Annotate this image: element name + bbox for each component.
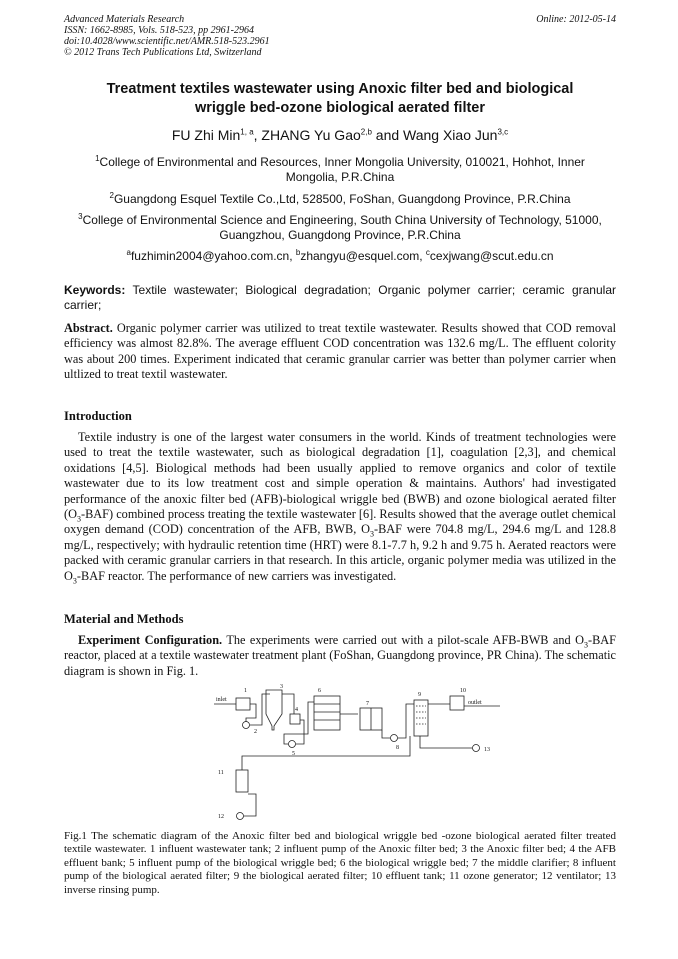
affiliation-3-line-2: Guangzhou, Guangdong Province, P.R.China [219, 228, 461, 242]
label-12: 12 [218, 814, 224, 820]
pipe-7-8 [382, 730, 390, 738]
email-b: zhangyu@esquel.com, [300, 249, 426, 263]
author-2-sup: 2,b [360, 127, 372, 137]
methods-sub: 3 [583, 640, 588, 650]
label-13: 13 [484, 747, 490, 753]
pipe-1-2 [246, 704, 256, 722]
methods-heading: Material and Methods [64, 612, 184, 626]
affiliation-3 [64, 213, 616, 243]
intro-sub-3: 3 [72, 576, 77, 586]
label-6: 6 [318, 688, 321, 694]
intro-text-3: -BAF were 704.8 mg/L, 294.6 mg/L and 128.8 mg/L, respectively; with hydraulic retention time (HRT) were 8.1-7.7 h, 9.2 h and 9.75 h. Aerated reactors were packed with ceramic granular carriers in that research. In this article, organic polymer media was utilized in the O [64, 522, 616, 583]
intro-text-2: -BAF) combined process treating the textile wastewater [6]. Results showed that the average outlet chemical oxygen demand (COD) concentration of the AFB, BWB, O [64, 507, 616, 537]
pump-8 [391, 735, 398, 742]
label-2: 2 [254, 729, 257, 735]
pipe-3-4 [282, 694, 294, 714]
author-1: FU Zhi Min [171, 127, 241, 143]
author-2: ZHANG Yu Gao [261, 127, 361, 143]
author-sep-2: and [371, 127, 404, 143]
affiliation-1-line-2: Mongolia, P.R.China [285, 170, 395, 184]
title-line-1: Treatment textiles wastewater using Anoxic filter bed and biological [106, 81, 574, 97]
email-line [64, 249, 616, 264]
title-line-2: wriggle bed-ozone biological aerated filter [194, 100, 486, 116]
pump-5 [289, 741, 296, 748]
schematic-diagram [210, 684, 510, 830]
methods-text-1: The experiments were carried out with a pilot-scale AFB-BWB and O [222, 633, 584, 647]
ventilator-12 [237, 813, 244, 820]
label-1: 1 [244, 688, 247, 694]
methods-paragraph [64, 633, 616, 679]
pipe-5-6 [284, 702, 314, 744]
abstract [64, 321, 616, 383]
label-9: 9 [418, 692, 421, 698]
rinse-return-pipe [420, 736, 472, 748]
email-c-sup: c [425, 248, 430, 257]
introduction-heading: Introduction [64, 409, 132, 423]
email-a: fuzhimin2004@yahoo.com.cn, [130, 249, 296, 263]
ozone-pipe [242, 736, 410, 770]
effluent-tank-10 [450, 696, 464, 710]
air-pipe [244, 794, 256, 816]
pipe-8-9 [398, 704, 414, 738]
affiliation-2-line-1: Guangdong Esquel Textile Co.,Ltd, 528500, FoShan, Guangdong Province, P.R.China [113, 192, 571, 206]
filter-media [416, 706, 426, 724]
author-3: Wang Xiao Jun [403, 127, 498, 143]
label-3: 3 [280, 684, 283, 690]
inlet-label: inlet [216, 697, 227, 703]
keywords-label: Keywords: [64, 283, 126, 297]
email-a-sup: a [126, 248, 131, 257]
label-8: 8 [396, 745, 399, 751]
label-7: 7 [366, 701, 369, 707]
affiliation-1-line-1: College of Environmental and Resources, Inner Mongolia University, 010021, Hohhot, Inner [99, 155, 585, 169]
author-3-sup: 3,c [497, 127, 509, 137]
outlet-label: outlet [468, 700, 482, 706]
label-11: 11 [218, 770, 224, 776]
doi-line: doi:10.4028/www.scientific.net/AMR.518-523.2961 [64, 36, 270, 47]
label-4: 4 [295, 707, 298, 713]
affiliation-1-sup: 1 [95, 154, 100, 163]
author-sep-1: , [253, 127, 262, 143]
keywords-text: Textile wastewater; Biological degradation; Organic polymer carrier; ceramic granular carrier; [64, 283, 616, 312]
affiliation-3-sup: 3 [78, 212, 83, 221]
intro-text-4: -BAF reactor. The performance of new carriers was investigated. [76, 568, 397, 583]
methods-text-2: -BAF reactor, placed at a textile wastewater treatment plant (FoShan, Guangdong province, PR China). The schematic diagram is shown in Fig. 1. [64, 633, 616, 678]
author-list [64, 126, 616, 144]
ozone-generator-11 [236, 770, 248, 792]
issn-line: ISSN: 1662-8985, Vols. 518-523, pp 2961-2964 [64, 25, 254, 36]
copyright-line: © 2012 Trans Tech Publications Ltd, Switzerland [64, 47, 262, 58]
label-5: 5 [292, 751, 295, 757]
journal-header [64, 14, 616, 58]
anoxic-filter-bed-3 [266, 690, 282, 730]
affiliation-3-line-1: College of Environmental Science and Engineering, South China University of Technology, 51000, [82, 213, 602, 227]
introduction-paragraph [64, 430, 616, 584]
intro-text-1: Textile industry is one of the largest water consumers in the world. Kinds of treatment technologies were used to treat the textile wastewater, such as biological degradation [1], coagulation [2,3], and chemical oxidations [4,5]. Biological methods had been usually applied to remove organics and color of textile wastewater due to its low treatment cost and simple operation & maintains. Authors' had investigated performance of the anoxic filter bed (AFB)-biological wriggle bed (BWB) and ozone biological aerated filter (O [64, 430, 616, 522]
biological-wriggle-bed-6 [314, 696, 340, 730]
affiliation-1 [64, 155, 616, 185]
author-1-sup: 1, a [240, 127, 254, 137]
abstract-label: Abstract. [64, 321, 113, 335]
intro-sub-2: 3 [369, 529, 374, 539]
keywords [64, 283, 616, 313]
intro-sub-1: 3 [76, 514, 81, 524]
journal-name: Advanced Materials Research [64, 14, 185, 25]
afb-effluent-bank-4 [290, 714, 300, 724]
wriggle-baffles [314, 704, 340, 720]
paper-title [64, 80, 616, 118]
online-date: Online: 2012-05-14 [536, 14, 616, 25]
pump-2 [243, 722, 250, 729]
label-10: 10 [460, 688, 466, 694]
experiment-configuration-heading: Experiment Configuration. [78, 633, 223, 647]
figure-caption: Fig.1 The schematic diagram of the Anoxic filter bed and biological wriggle bed -ozone biological aerated filter treated textile wastewater. 1 influent wastewater tank; 2 influent pump of the Anoxic filter bed; 3 the Anoxic filter bed; 4 the AFB effluent bank; 5 influent pump of the biological wriggle bed; 6 the biological wriggle bed; 7 the middle clarifier; 8 influent pump of the biological aerated filter; 9 the biological aerated filter; 10 effluent tank; 11 ozone generator; 12 ventilator; 13 inverse rinsing pump. [64, 830, 616, 896]
abstract-text: Organic polymer carrier was utilized to treat textile wastewater. Results showed that COD removal efficiency was almost 82.8%. The average effluent COD concentration was 132.6 mg/L. The effluent colority was about 200 times. Experiment indicated that ceramic granular carrier was better than polymer carrier when ultlized to treat textil wastewater. [64, 321, 616, 382]
email-b-sup: b [295, 248, 301, 257]
email-c: cexjwang@scut.edu.cn [429, 249, 554, 263]
influent-tank-1 [236, 698, 250, 710]
affiliation-2 [64, 192, 616, 207]
pipe-2-3 [250, 694, 270, 725]
affiliation-2-sup: 2 [109, 191, 114, 200]
rinsing-pump-13 [473, 745, 480, 752]
